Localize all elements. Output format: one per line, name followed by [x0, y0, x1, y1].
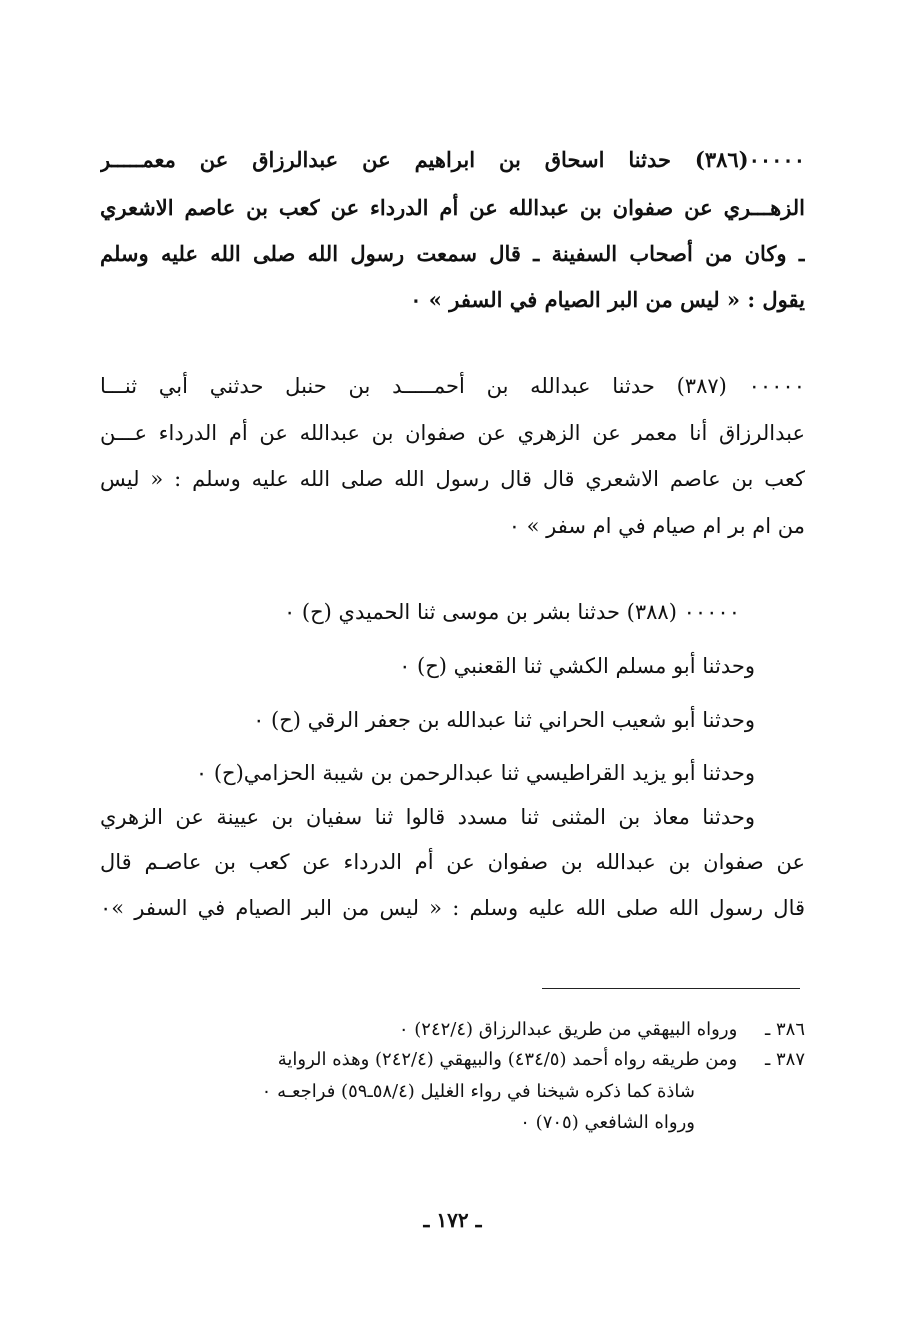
page-number: ـ ١٧٢ ـ [423, 1208, 482, 1232]
hadith-387-line-3: كعب بن عاصم الاشعري قال قال رسول الله صلى الله عليه وسلم : « ليس [100, 467, 805, 491]
footnote-387-text: ومن طريقه رواه أحمد (٤٣٤/٥) والبيهقي (٢٤٢/٤) وهذه الرواية [277, 1049, 738, 1070]
footnote-386-number: ٣٨٦ ـ [764, 1019, 805, 1040]
hadith-386-line-4: يقول : « ليس من البر الصيام في السفر » ٠ [410, 287, 805, 312]
hadith-388-line-3: وحدثنا أبو شعيب الحراني ثنا عبدالله بن جعفر الرقي (ح) ٠ [253, 708, 755, 732]
hadith-388-line-1: ٠٠٠٠٠ (٣٨٨) حدثنا بشر بن موسى ثنا الحميدي (ح) ٠ [283, 600, 740, 624]
hadith-388-line-7: قال رسول الله صلى الله عليه وسلم : « ليس من البر الصيام في السفر »٠ [100, 896, 805, 920]
hadith-386-line-2: الزهـــري عن صفوان بن عبدالله عن أم الدرداء عن كعب بن عاصم الاشعري [100, 195, 805, 220]
hadith-386-line-1: ٠٠٠٠٠(٣٨٦) حدثنا اسحاق بن ابراهيم عن عبدالرزاق عن معمـــــر [100, 147, 805, 172]
hadith-387-line-2: عبدالرزاق أنا معمر عن الزهري عن صفوان بن عبدالله عن أم الدرداء عـــن [100, 421, 805, 445]
hadith-388-line-4: وحدثنا أبو يزيد القراطيسي ثنا عبدالرحمن بن شيبة الحزامي(ح) ٠ [195, 761, 755, 785]
footnote-387 [100, 1045, 805, 1075]
footnote-386 [100, 1015, 805, 1045]
hadith-386-line-3: ـ وكان من أصحاب السفينة ـ قال سمعت رسول الله صلى الله عليه وسلم [100, 241, 805, 266]
hadith-388-line-5: وحدثنا معاذ بن المثنى ثنا مسدد قالوا ثنا سفيان بن عيينة عن الزهري [100, 805, 755, 829]
footnote-387-number: ٣٨٧ ـ [764, 1049, 805, 1070]
footnote-387-continuation-2: ورواه الشافعي (٧٠٥) ٠ [520, 1112, 695, 1133]
hadith-387-line-1: ٠٠٠٠٠ (٣٨٧) حدثنا عبدالله بن أحمـــــد بن حنبل حدثني أبي ثنـــا [100, 374, 805, 398]
footnote-386-text: ورواه البيهقي من طريق عبدالرزاق (٢٤٢/٤) ٠ [398, 1019, 738, 1040]
hadith-388-line-2: وحدثنا أبو مسلم الكشي ثنا القعنبي (ح) ٠ [399, 654, 755, 678]
hadith-387-line-4: من ام بر ام صيام في ام سفر » ٠ [508, 514, 805, 538]
footnote-387-continuation-1: شاذة كما ذكره شيخنا في رواء الغليل (٥٨/٤ـ٥٩) فراجعـه ٠ [261, 1081, 695, 1102]
footnote-separator [542, 988, 800, 989]
hadith-388-line-6: عن صفوان بن عبدالله بن صفوان عن أم الدرداء عن كعب بن عاصـم قال [100, 850, 805, 874]
